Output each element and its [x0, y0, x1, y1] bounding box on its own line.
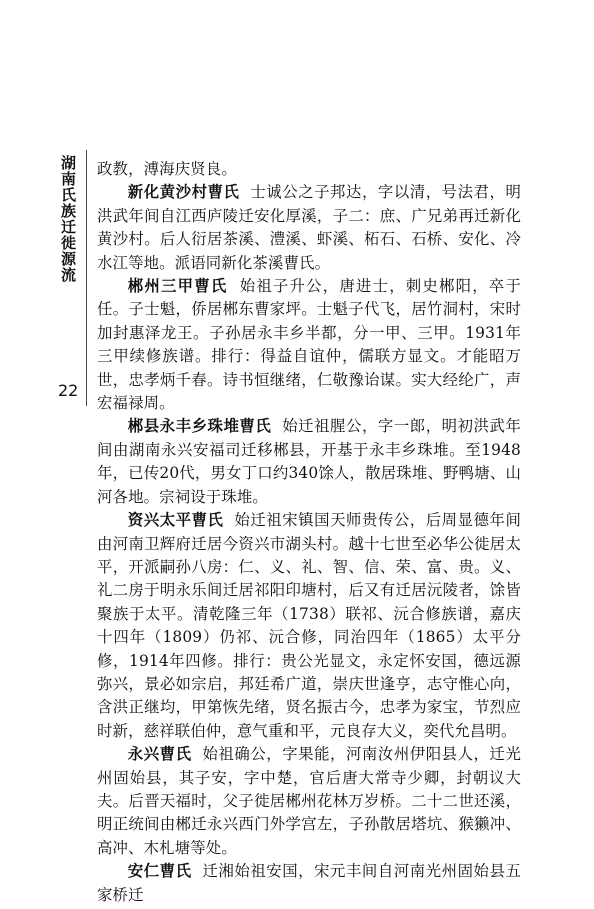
- paragraph-text: 士诚公之子邦达，字以清，号法君，明洪武年间自江西庐陵迁安化厚溪，子二：庶、广兄弟再迁新化黄沙村。后人衍居茶溪、澧溪、虾溪、柘石、石桥、安化、冷水江等地。派语同新化茶溪曹氏。: [97, 183, 521, 272]
- paragraph-chenxian-zhudui-cao: [97, 415, 521, 509]
- paragraph-anren-cao: [97, 860, 521, 907]
- paragraph-text: 始迁祖腥公，字一郎，明初洪武年间由湖南永兴安福司迁移郴县，开基于永丰乡珠堆。至1948年，已传20代，男女丁口约340馀人，散居珠堆、野鸭塘、山河各地。宗祠设于珠堆。: [97, 417, 521, 506]
- paragraph-xinhua-huangshacun-cao: [97, 181, 521, 275]
- section-heading: 郴县永丰乡珠堆曹氏: [127, 417, 272, 436]
- paragraph-text: 始迁祖宋镇国天师贵传公，后周显德年间由河南卫辉府迁居今资兴市湖头村。越十七世至必华公徙居太平，开派嗣孙八房：仁、义、礼、智、信、荣、富、贵。义、礼二房于明永乐间迁居祁阳印塘村，后又有迁居沅陵者，馀皆聚族于太平。清乾隆三年（1738）联祁、沅合修族谱，嘉庆十四年（1809）仍祁、沅合修，同治四年（1865）太平分修，1914年四修。排行：贵公光显文，永定怀安国，德远源弥兴，景必如宗启，邦廷希广道，崇庆世逢亨，志守惟心向，含洪正继均，甲第恢先绪，贤名振古今，忠孝为家宝，节烈应时新，慈祥联伯仲，意气重和平，元良存大义，奕代允昌明。: [97, 511, 522, 740]
- paragraph-text: 迁湘始祖安国，宋元丰间自河南光州固始县五家桥迁: [97, 862, 521, 904]
- paragraph-text: 始祖确公，字果能，河南汝州伊阳县人，迁光州固始县，其子安，字中楚，官后唐大常寺少卿，封朝议大夫。后晋天福时，父子徙居郴州花林万岁桥。二十二世还溪，明正统间由郴迁永兴西门外学宫左，子孙散居塔坑、猴獭冲、高冲、木札塘等处。: [97, 745, 521, 857]
- paragraph-zixing-taiping-cao: [97, 509, 521, 743]
- section-heading: 郴州三甲曹氏: [127, 277, 228, 296]
- page-number: 22: [58, 381, 79, 400]
- section-heading: 新化黄沙村曹氏: [127, 183, 240, 202]
- section-heading: 安仁曹氏: [127, 862, 192, 881]
- paragraph-text: [192, 862, 203, 880]
- paragraph-text: 始祖子升公，唐进士，刺史郴阳，卒于任。子士魁，侨居郴东曹家坪。士魁子代飞，居竹洞村，宋时加封惠泽龙王。子孙居永丰乡半都，分一甲、三甲。1931年三甲续修族谱。排行：得益自谊仲，儒联方显文。才能昭万世，忠孝炳千春。诗书恒继绪，仁敬豫诒谋。实大经纶广，声宏福禄周。: [97, 277, 521, 413]
- paragraph-text: [227, 277, 239, 295]
- section-heading: 永兴曹氏: [127, 745, 192, 764]
- paragraph-text: [239, 183, 250, 201]
- running-title: 湖南氏族迁徙源流: [59, 155, 77, 283]
- paragraph-text: [192, 745, 203, 763]
- paragraph-continuation: [97, 158, 521, 181]
- margin-rule: [86, 150, 87, 406]
- paragraph-text: [223, 511, 234, 529]
- section-heading: 资兴太平曹氏: [127, 511, 224, 530]
- document-body: [97, 158, 521, 907]
- paragraph-chenzhou-sanjia-cao: [97, 275, 521, 415]
- paragraph-yongxing-cao: [97, 743, 521, 860]
- paragraph-text: 政教，溥海庆贤良。: [97, 160, 237, 178]
- paragraph-text: [271, 417, 282, 435]
